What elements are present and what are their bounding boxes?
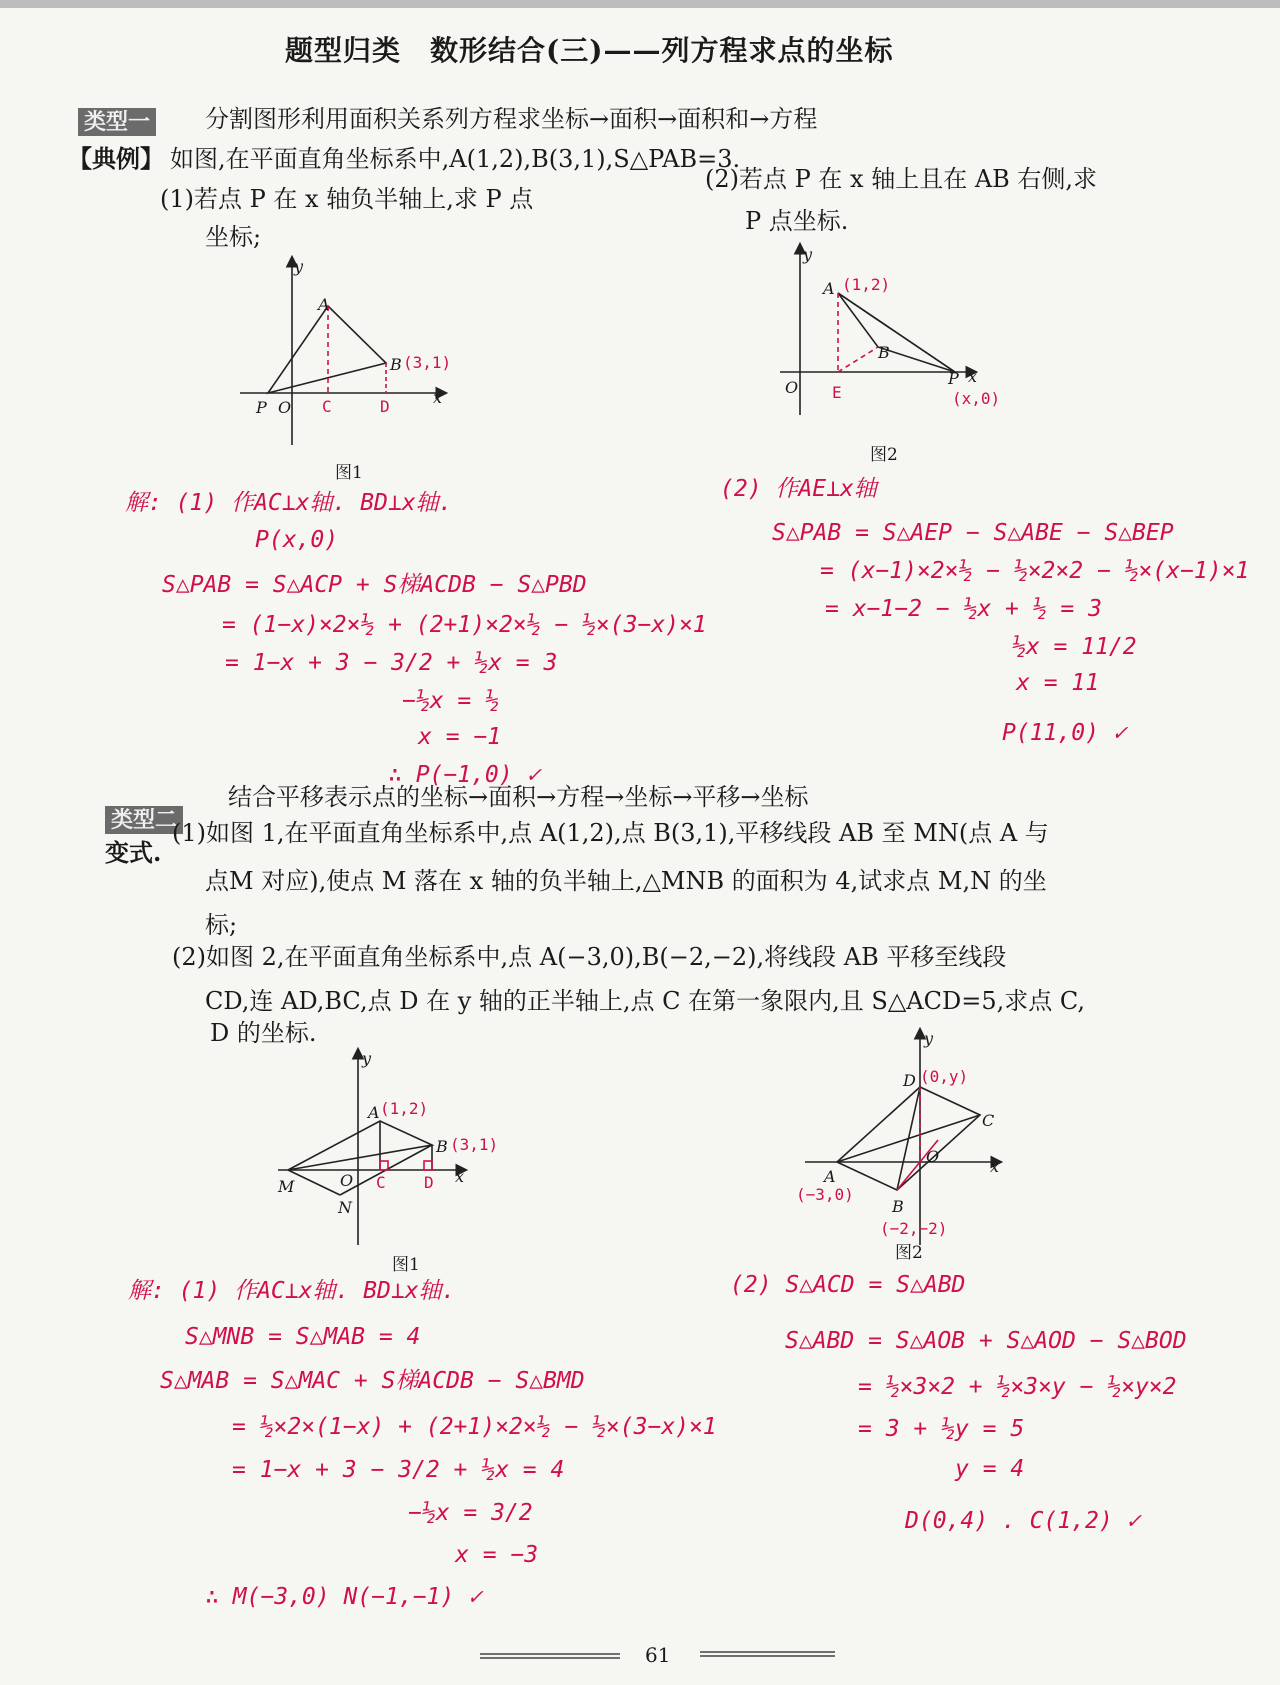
t2sol2-line5: y = 4	[955, 1456, 1025, 1482]
example-label: 【典例】	[68, 144, 164, 173]
type1-description: 分割图形利用面积关系列方程求坐标→面积→面积和→方程	[205, 105, 818, 133]
fig1-b-label: B	[390, 355, 402, 374]
sol1-line1: 解: (1) 作AC⊥x轴. BD⊥x轴.	[125, 490, 453, 516]
example-text: 如图,在平面直角坐标系中,A(1,2),B(3,1),S△PAB=3.	[170, 145, 741, 173]
fig1-c-label: C	[322, 397, 332, 416]
fig1-p-label: P	[256, 398, 267, 417]
fig2-p-coord: (x,0)	[952, 389, 1001, 408]
t2fig1-c-label: C	[376, 1173, 386, 1192]
page-number: 61	[645, 1643, 671, 1667]
problem1-line2: 点M 对应),使点 M 落在 x 轴的负半轴上,△MNB 的面积为 4,试求点 M,N 的坐	[205, 867, 1047, 895]
fig1-x-label: x	[433, 388, 443, 407]
variant-label: 变式.	[105, 838, 162, 867]
t2fig2-a-label: A	[824, 1167, 836, 1186]
t2fig2-diagonal-bd	[897, 1087, 920, 1190]
fig2-b-label: B	[878, 343, 890, 362]
t2sol1-line7: x = −3	[455, 1542, 539, 1568]
type1-tag: 类型一	[78, 108, 156, 136]
t2fig1-n-label: N	[338, 1198, 352, 1217]
t2sol1-line8: ∴ M(−3,0) N(−1,−1) ✓	[205, 1584, 482, 1610]
sol1-line2: P(x,0)	[255, 527, 339, 553]
fig1-d-label: D	[380, 397, 390, 416]
question2-line2: P 点坐标.	[745, 207, 849, 235]
t2sol1-line5: = 1−x + 3 − 3/2 + ½x = 4	[232, 1457, 565, 1483]
sol1-line8: ∴ P(−1,0) ✓	[388, 762, 541, 788]
t2sol2-line4: = 3 + ½y = 5	[858, 1416, 1025, 1442]
t2fig2-o-label: O	[926, 1147, 940, 1166]
sol2-line4: = x−1−2 − ½x + ½ = 3	[825, 596, 1102, 622]
sol2-line5: ½x = 11/2	[1012, 634, 1137, 660]
problem2-line2: CD,连 AD,BC,点 D 在 y 轴的正半轴上,点 C 在第一象限内,且 S△ACD=5,求点 C,	[205, 987, 1086, 1015]
t2fig1-y-label: y	[362, 1049, 372, 1068]
sol2-line6: x = 11	[1016, 670, 1100, 696]
sol1-line6: −½x = ½	[402, 688, 499, 714]
problem1-line1: (1)如图 1,在平面直角坐标系中,点 A(1,2),点 B(3,1),平移线段 AB 至 MN(点 A 与	[172, 819, 1049, 847]
question2-line1: (2)若点 P 在 x 轴上且在 AB 右侧,求	[705, 165, 1098, 193]
t2fig1-segment-mn	[288, 1170, 340, 1195]
t2fig1-caption: 图1	[392, 1255, 420, 1275]
fig2-o-label: O	[785, 378, 799, 397]
sol1-line4: = (1−x)×2×½ + (2+1)×2×½ − ½×(3−x)×1	[222, 612, 707, 638]
t2fig1-a-label: A	[368, 1103, 380, 1122]
t2fig1-triangle-mab	[288, 1121, 432, 1170]
t2fig2-y-label: y	[924, 1029, 934, 1048]
t2sol2-line3: = ½×3×2 + ½×3×y − ½×y×2	[858, 1374, 1177, 1400]
t2sol1-line2: S△MNB = S△MAB = 4	[185, 1324, 421, 1350]
sol2-line3: = (x−1)×2×½ − ½×2×2 − ½×(x−1)×1	[820, 558, 1250, 584]
t2sol2-line1: (2) S△ACD = S△ABD	[730, 1272, 966, 1298]
fig2-a-coord: (1,2)	[842, 275, 891, 294]
type2-tag: 类型二	[105, 806, 183, 834]
fig1-o-label: O	[278, 398, 292, 417]
sol2-line7: P(11,0) ✓	[1002, 720, 1127, 746]
page-title: 题型归类 数形结合(三)——列方程求点的坐标	[285, 34, 894, 67]
t2fig2-d-label: D	[903, 1071, 916, 1090]
t2fig2-d-coord: (0,y)	[920, 1067, 969, 1086]
t2sol2-line6: D(0,4) . C(1,2) ✓	[905, 1508, 1141, 1534]
question1-line1: (1)若点 P 在 x 轴负半轴上,求 P 点	[160, 185, 534, 213]
t2sol1-line6: −½x = 3/2	[408, 1500, 533, 1526]
question1-line2: 坐标;	[205, 223, 262, 251]
t2fig1-a-coord: (1,2)	[380, 1099, 429, 1118]
t2fig2-a-coord: (−3,0)	[796, 1185, 854, 1204]
t2fig1-b-coord: (3,1)	[450, 1135, 499, 1154]
t2fig2-c-label: C	[982, 1111, 995, 1130]
t2fig2-b-label: B	[892, 1197, 904, 1216]
t2fig2-caption: 图2	[895, 1243, 923, 1263]
type2-description: 结合平移表示点的坐标→面积→方程→坐标→平移→坐标	[228, 783, 809, 811]
t2fig1-o-label: O	[340, 1171, 354, 1190]
t2fig2-x-label: x	[990, 1157, 1000, 1176]
sol2-line2: S△PAB = S△AEP − S△ABE − S△BEP	[772, 520, 1174, 546]
sol2-line1: (2) 作AE⊥x轴	[720, 476, 877, 502]
t2sol1-line4: = ½×2×(1−x) + (2+1)×2×½ − ½×(3−x)×1	[232, 1414, 717, 1440]
t2sol1-line3: S△MAB = S△MAC + S梯ACDB − S△BMD	[160, 1368, 585, 1394]
t2fig1-b-label: B	[436, 1137, 448, 1156]
fig2-a-label: A	[823, 279, 835, 298]
t2sol2-line2: S△ABD = S△AOB + S△AOD − S△BOD	[785, 1328, 1187, 1354]
t2fig1-m-label: M	[278, 1177, 295, 1196]
sol1-line3: S△PAB = S△ACP + S梯ACDB − S△PBD	[162, 572, 587, 598]
sol1-line5: = 1−x + 3 − 3/2 + ½x = 3	[225, 650, 558, 676]
t2fig2-b-coord: (−2,−2)	[880, 1219, 948, 1238]
fig2-p-label: P	[948, 369, 959, 388]
fig2-x-label: x	[968, 367, 978, 386]
t2fig1-d-label: D	[424, 1173, 434, 1192]
fig2-caption: 图2	[870, 445, 898, 465]
fig1-y-label: y	[294, 257, 304, 276]
t2sol1-line1: 解: (1) 作AC⊥x轴. BD⊥x轴.	[128, 1278, 456, 1304]
sol1-line7: x = −1	[418, 724, 502, 750]
t2fig1-x-label: x	[455, 1167, 465, 1186]
fig2-dashed-eb	[838, 347, 878, 372]
fig1-caption: 图1	[335, 463, 363, 483]
problem2-line1: (2)如图 2,在平面直角坐标系中,点 A(−3,0),B(−2,−2),将线段 AB 平移至线段	[172, 943, 1007, 971]
problem1-line3: 标;	[205, 911, 238, 939]
fig1-b-coord: (3,1)	[403, 353, 452, 372]
fig1-a-label: A	[318, 295, 330, 314]
problem2-line3: D 的坐标.	[210, 1019, 317, 1047]
fig2-e-label: E	[832, 383, 842, 402]
fig2-y-label: y	[803, 245, 813, 264]
